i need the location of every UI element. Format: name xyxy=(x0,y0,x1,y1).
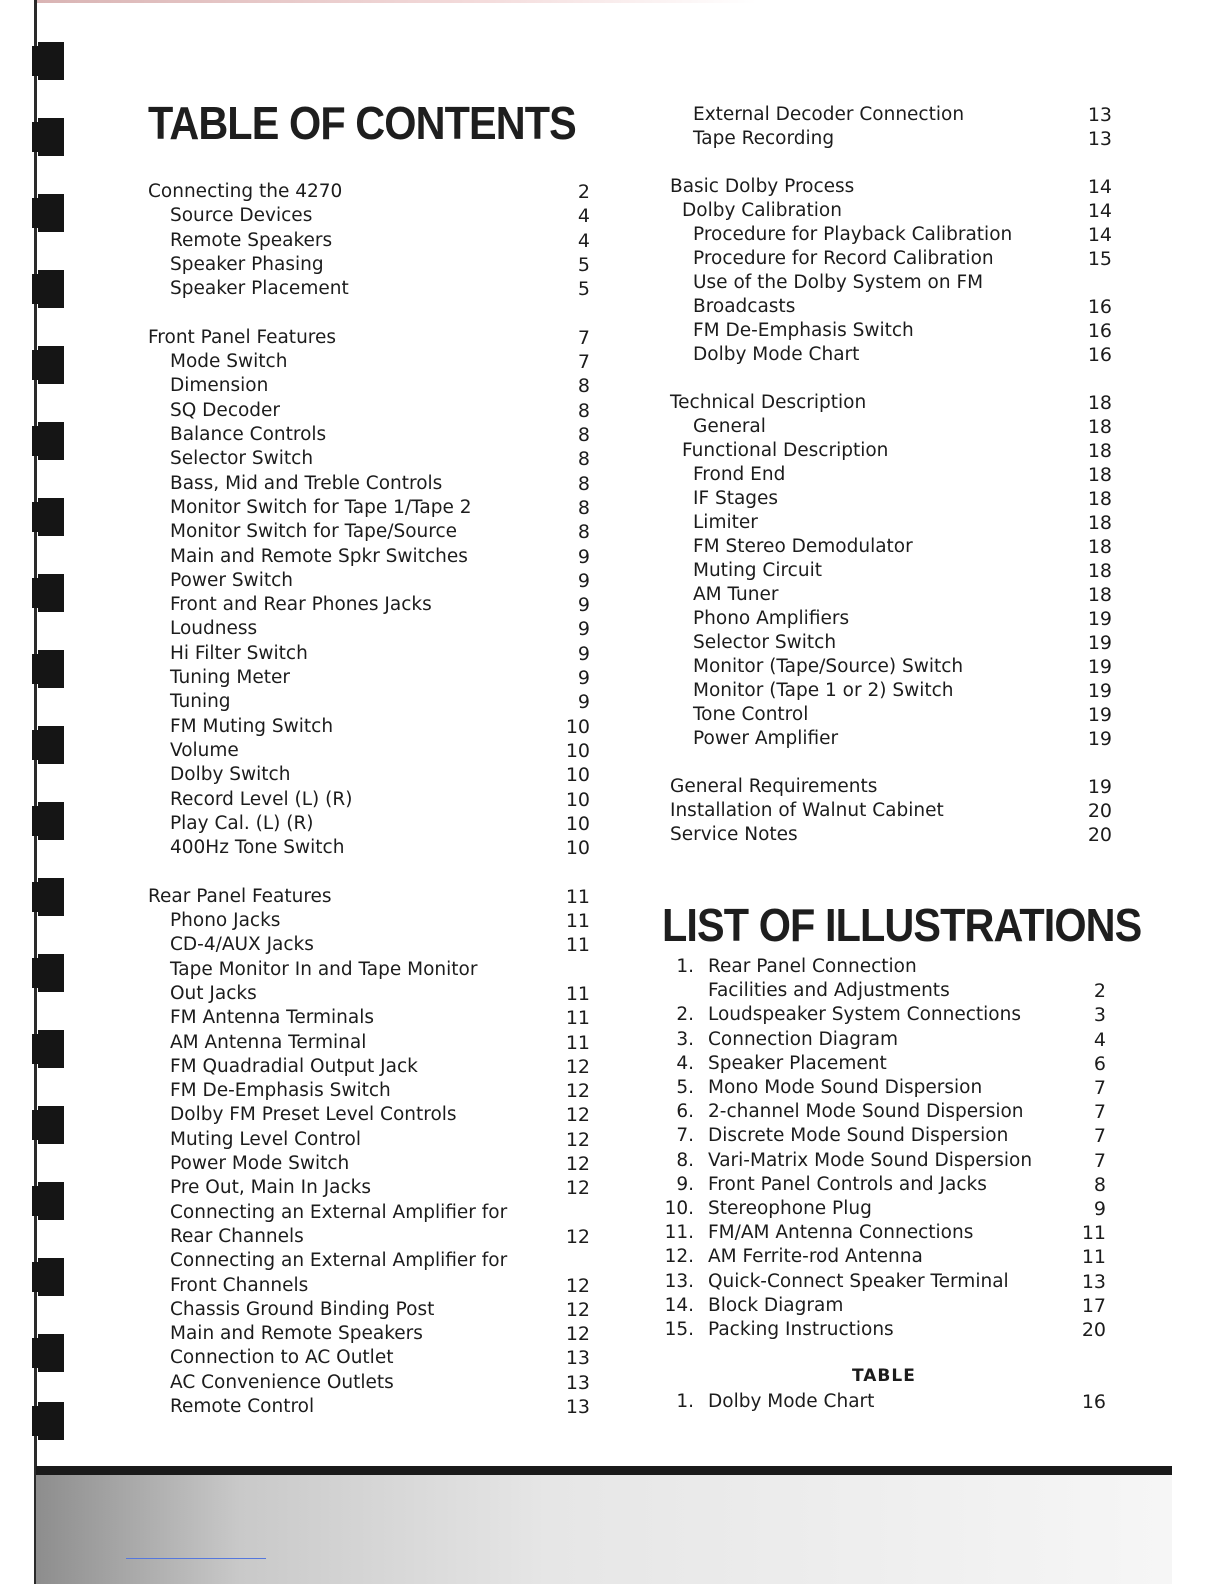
illustration-number: 4. xyxy=(676,1052,694,1074)
toc-entry-page: 2 xyxy=(577,181,590,203)
toc-entry-page: 12 xyxy=(565,1153,590,1175)
toc-entry-page: 13 xyxy=(1087,104,1112,126)
toc-entry-title: Play Cal. (L) (R) xyxy=(170,812,314,834)
toc-entry-title: Dolby Mode Chart xyxy=(693,344,860,365)
toc-entry-page: 10 xyxy=(565,739,590,762)
toc-entry-page: 15 xyxy=(1087,248,1112,270)
toc-entry-title: Out Jacks xyxy=(170,982,257,1004)
toc-entry-page: 8 xyxy=(577,448,590,471)
illustration-page: 6 xyxy=(1093,1052,1106,1075)
toc-entry-title: Tone Control xyxy=(693,704,809,725)
illustration-number: 9. xyxy=(676,1173,694,1195)
toc-entry-page: 10 xyxy=(565,837,590,860)
illustration-title: Vari-Matrix Mode Sound Dispersion xyxy=(708,1149,1033,1171)
illustration-page: 11 xyxy=(1081,1246,1106,1269)
toc-entry-page: 9 xyxy=(577,569,590,592)
toc-entry-title: Limiter xyxy=(693,512,758,533)
toc-entry-page: 19 xyxy=(1087,608,1112,630)
illustration-title: FM/AM Antenna Connections xyxy=(708,1222,974,1244)
toc-entry-page: 20 xyxy=(1087,824,1112,846)
binding-tab xyxy=(38,42,64,80)
illustration-title: Speaker Placement xyxy=(708,1052,887,1074)
toc-entry-title: Loudness xyxy=(170,618,258,640)
toc-entry-page: 18 xyxy=(1087,392,1112,414)
page-title: TABLE OF CONTENTS xyxy=(148,97,576,149)
toc-entry-page: 9 xyxy=(577,691,590,714)
toc-entry-page: 11 xyxy=(565,910,590,932)
illustration-number: 5. xyxy=(676,1077,694,1098)
illustration-title: Loudspeaker System Connections xyxy=(708,1004,1021,1026)
toc-entry-title: Use of the Dolby System on FM xyxy=(693,272,984,293)
illustration-number: 6. xyxy=(676,1101,694,1123)
toc-entry-title: Installation of Walnut Cabinet xyxy=(670,800,944,821)
illustration-title: Rear Panel Connection xyxy=(708,956,917,977)
toc-entry-title: Dolby FM Preset Level Controls xyxy=(170,1104,457,1126)
binding-tab xyxy=(38,118,64,156)
toc-entry-page: 20 xyxy=(1087,800,1112,822)
toc-entry-page: 4 xyxy=(577,229,590,252)
toc-entry-title: FM De-Emphasis Switch xyxy=(170,1080,391,1102)
toc-entry-page: 18 xyxy=(1087,464,1112,486)
illustration-page: 17 xyxy=(1081,1294,1106,1317)
toc-entry-title: Main and Remote Speakers xyxy=(170,1323,423,1345)
toc-entry-title: 400Hz Tone Switch xyxy=(170,837,345,859)
toc-entry-page: 12 xyxy=(565,1274,590,1297)
illustration-page: 3 xyxy=(1093,1004,1106,1027)
illustration-number: 13. xyxy=(664,1270,694,1292)
illustration-title: AM Ferrite-rod Antenna xyxy=(708,1246,923,1268)
toc-entry-page: 4 xyxy=(577,205,590,228)
binding-tab xyxy=(38,574,64,612)
table-title: Dolby Mode Chart xyxy=(708,1391,875,1412)
illustration-page: 8 xyxy=(1093,1173,1106,1196)
toc-entry-title: Muting Level Control xyxy=(170,1128,362,1150)
toc-entry-title: Monitor (Tape/Source) Switch xyxy=(693,656,964,677)
binding-tab xyxy=(38,726,64,764)
toc-entry-page: 14 xyxy=(1087,200,1112,222)
toc-entry-page: 12 xyxy=(565,1298,590,1321)
toc-entry-title: Selector Switch xyxy=(693,632,837,653)
toc-entry-page: 12 xyxy=(565,1177,590,1200)
illustration-title: Front Panel Controls and Jacks xyxy=(708,1173,987,1195)
toc-entry-title: Volume xyxy=(170,739,239,761)
bottom-edge-line xyxy=(126,1558,266,1559)
toc-entry-page: 8 xyxy=(577,496,590,519)
illustration-number: 15. xyxy=(664,1319,694,1340)
illustration-number: 10. xyxy=(664,1198,694,1219)
toc-entry-page: 12 xyxy=(565,1225,590,1248)
toc-entry-page: 5 xyxy=(577,253,590,276)
toc-entry-title: AM Tuner xyxy=(693,584,779,605)
illustration-page: 7 xyxy=(1093,1125,1106,1148)
table-heading: TABLE xyxy=(852,1366,916,1386)
toc-entry-title: SQ Decoder xyxy=(170,399,281,421)
toc-entry-page: 14 xyxy=(1087,224,1112,246)
toc-entry-title: Connecting the 4270 xyxy=(148,181,343,202)
toc-entry-page: 12 xyxy=(565,1104,590,1127)
toc-entry-title: Procedure for Record Calibration xyxy=(693,248,994,269)
toc-entry-title: FM Antenna Terminals xyxy=(170,1007,374,1029)
toc-entry-page: 8 xyxy=(577,424,590,446)
binding-tab xyxy=(38,1402,64,1440)
toc-entry-page: 12 xyxy=(565,1128,590,1151)
toc-entry-title: Functional Description xyxy=(682,440,889,461)
toc-entry-page: 18 xyxy=(1087,440,1112,462)
toc-entry-title: Phono Amplifiers xyxy=(693,608,850,629)
toc-entry-page: 19 xyxy=(1087,776,1112,798)
toc-entry-title: Speaker Phasing xyxy=(170,253,324,275)
binding-tab xyxy=(38,878,64,916)
toc-entry-title: FM De-Emphasis Switch xyxy=(693,320,914,341)
illustration-title: Mono Mode Sound Dispersion xyxy=(708,1077,983,1098)
illustration-page: 20 xyxy=(1081,1319,1106,1341)
toc-entry-title: Selector Switch xyxy=(170,448,314,470)
toc-entry-title: Connecting an External Amplifier for xyxy=(170,1250,508,1272)
toc-entry-page: 19 xyxy=(1087,704,1112,726)
toc-entry-title: CD-4/AUX Jacks xyxy=(170,934,314,956)
toc-entry-title: Monitor Switch for Tape 1/Tape 2 xyxy=(170,496,472,518)
illustration-title: Facilities and Adjustments xyxy=(708,980,950,1002)
toc-entry-page: 19 xyxy=(1087,680,1112,702)
toc-entry-title: AM Antenna Terminal xyxy=(170,1031,367,1053)
toc-entry-page: 18 xyxy=(1087,536,1112,558)
toc-entry-page: 12 xyxy=(565,1055,590,1078)
toc-entry-title: Front Channels xyxy=(170,1274,309,1296)
toc-entry-title: Front and Rear Phones Jacks xyxy=(170,594,432,616)
toc-entry-page: 19 xyxy=(1087,656,1112,678)
toc-entry-page: 7 xyxy=(577,326,590,349)
toc-entry-title: Power Amplifier xyxy=(693,728,839,749)
toc-entry-title: Bass, Mid and Treble Controls xyxy=(170,472,443,494)
toc-entry-page: 9 xyxy=(577,594,590,617)
illustration-title: Discrete Mode Sound Dispersion xyxy=(708,1125,1009,1147)
toc-entry-title: Main and Remote Spkr Switches xyxy=(170,545,468,567)
illustration-page: 7 xyxy=(1093,1077,1106,1099)
toc-entry-page: 18 xyxy=(1087,560,1112,582)
illustration-page: 11 xyxy=(1081,1222,1106,1245)
toc-entry-title: Connecting an External Amplifier for xyxy=(170,1201,508,1223)
toc-entry-title: Frond End xyxy=(693,464,786,485)
toc-entry-page: 9 xyxy=(577,545,590,568)
toc-entry-page: 10 xyxy=(565,788,590,811)
toc-entry-page: 9 xyxy=(577,642,590,665)
toc-entry-page: 8 xyxy=(577,472,590,495)
bottom-rule xyxy=(36,1466,1172,1475)
toc-entry-title: FM Quadradial Output Jack xyxy=(170,1055,418,1077)
toc-entry-page: 13 xyxy=(1087,128,1112,150)
toc-entry-title: FM Muting Switch xyxy=(170,715,334,737)
toc-entry-title: Dolby Calibration xyxy=(682,200,842,221)
toc-entry-title: Monitor Switch for Tape/Source xyxy=(170,521,458,543)
toc-entry-page: 16 xyxy=(1087,344,1112,366)
illustration-page: 2 xyxy=(1093,980,1106,1003)
toc-entry-title: Remote Speakers xyxy=(170,229,333,251)
toc-entry-page: 13 xyxy=(565,1347,590,1370)
illustration-title: Quick-Connect Speaker Terminal xyxy=(708,1270,1009,1292)
toc-entry-page: 19 xyxy=(1087,632,1112,654)
toc-entry-title: Chassis Ground Binding Post xyxy=(170,1298,435,1320)
toc-entry-page: 10 xyxy=(565,764,590,787)
toc-entry-title: Hi Filter Switch xyxy=(170,642,308,664)
toc-entry-title: Basic Dolby Process xyxy=(670,176,855,197)
illustration-page: 7 xyxy=(1093,1149,1106,1172)
toc-entry-title: Dimension xyxy=(170,375,269,397)
toc-entry-page: 9 xyxy=(577,667,590,689)
toc-entry-title: Technical Description xyxy=(670,392,867,413)
toc-entry-title: Phono Jacks xyxy=(170,910,281,931)
toc-entry-page: 10 xyxy=(565,715,590,738)
binding-tab xyxy=(38,802,64,840)
toc-entry-page: 11 xyxy=(565,982,590,1005)
illustration-number: 3. xyxy=(676,1028,694,1050)
illustration-page: 13 xyxy=(1081,1270,1106,1293)
toc-entry-title: Source Devices xyxy=(170,205,313,227)
toc-entry-page: 8 xyxy=(577,521,590,544)
binding-tab xyxy=(38,1106,64,1144)
binding-tab xyxy=(38,650,64,688)
toc-entry-page: 10 xyxy=(565,812,590,835)
toc-entry-page: 18 xyxy=(1087,584,1112,606)
toc-entry-title: Procedure for Playback Calibration xyxy=(693,224,1013,245)
illustration-title: Connection Diagram xyxy=(708,1028,898,1050)
toc-entry-title: Rear Panel Features xyxy=(148,885,332,907)
binding-tab xyxy=(38,194,64,232)
toc-entry-title: Power Mode Switch xyxy=(170,1153,350,1174)
illustration-title: Packing Instructions xyxy=(708,1319,894,1340)
illustration-title: Stereophone Plug xyxy=(708,1198,872,1219)
toc-entry-page: 8 xyxy=(577,399,590,422)
toc-entry-title: Dolby Switch xyxy=(170,764,291,786)
toc-entry-page: 18 xyxy=(1087,416,1112,438)
binding-tab xyxy=(38,1030,64,1068)
binding-tab xyxy=(38,346,64,384)
toc-entry-title: Broadcasts xyxy=(693,296,796,317)
binding-tab xyxy=(38,498,64,536)
toc-entry-page: 7 xyxy=(577,351,590,374)
toc-entry-title: Tuning xyxy=(170,691,231,713)
illustrations-title: LIST OF ILLUSTRATIONS xyxy=(662,899,1142,951)
illustration-number: 12. xyxy=(664,1246,694,1268)
illustration-title: Block Diagram xyxy=(708,1294,844,1316)
toc-entry-title: Remote Control xyxy=(170,1396,315,1417)
toc-entry-page: 9 xyxy=(577,618,590,641)
illustration-number: 8. xyxy=(676,1149,694,1171)
toc-entry-page: 19 xyxy=(1087,728,1112,750)
toc-entry-title: Tape Recording xyxy=(693,128,835,149)
toc-entry-page: 11 xyxy=(565,934,590,957)
toc-entry-title: Connection to AC Outlet xyxy=(170,1347,394,1369)
toc-entry-page: 13 xyxy=(565,1396,590,1418)
toc-entry-title: FM Stereo Demodulator xyxy=(693,536,913,557)
toc-entry-title: Monitor (Tape 1 or 2) Switch xyxy=(693,680,954,701)
illustration-number: 11. xyxy=(664,1222,694,1244)
toc-entry-title: Tuning Meter xyxy=(170,667,291,688)
toc-entry-title: Muting Circuit xyxy=(693,560,822,581)
illustration-number: 1. xyxy=(676,956,694,977)
toc-entry-page: 8 xyxy=(577,375,590,398)
toc-entry-page: 13 xyxy=(565,1371,590,1394)
toc-entry-page: 12 xyxy=(565,1323,590,1346)
toc-entry-page: 14 xyxy=(1087,176,1112,198)
illustration-number: 14. xyxy=(664,1294,694,1316)
page-top-edge xyxy=(37,0,757,3)
table-page: 16 xyxy=(1081,1391,1106,1413)
binding-tab xyxy=(38,422,64,460)
illustration-page: 4 xyxy=(1093,1028,1106,1051)
toc-entry-page: 5 xyxy=(577,278,590,301)
binding-tab xyxy=(38,1182,64,1220)
toc-entry-title: Service Notes xyxy=(670,824,798,845)
toc-entry-title: Speaker Placement xyxy=(170,278,349,300)
toc-entry-title: General xyxy=(693,416,766,437)
binding-tab xyxy=(38,954,64,992)
toc-entry-title: Tape Monitor In and Tape Monitor xyxy=(170,958,478,980)
binding-tab xyxy=(38,1334,64,1372)
toc-entry-title: Rear Channels xyxy=(170,1225,304,1247)
binding-tab xyxy=(38,1258,64,1296)
toc-entry-title: Balance Controls xyxy=(170,424,327,445)
table-number: 1. xyxy=(676,1391,694,1412)
illustration-page: 9 xyxy=(1093,1198,1106,1220)
toc-entry-title: Power Switch xyxy=(170,569,293,591)
toc-entry-title: AC Convenience Outlets xyxy=(170,1371,394,1393)
toc-entry-page: 18 xyxy=(1087,512,1112,534)
toc-entry-page: 16 xyxy=(1087,320,1112,342)
toc-entry-page: 12 xyxy=(565,1080,590,1103)
toc-entry-title: IF Stages xyxy=(693,488,779,509)
toc-entry-page: 16 xyxy=(1087,296,1112,318)
bottom-shadow-band xyxy=(36,1475,1172,1584)
illustration-number: 7. xyxy=(676,1125,694,1147)
illustration-number: 2. xyxy=(676,1004,694,1026)
toc-entry-title: External Decoder Connection xyxy=(693,104,965,125)
toc-entry-title: Front Panel Features xyxy=(148,326,337,348)
toc-entry-title: Mode Switch xyxy=(170,351,288,373)
toc-entry-title: Pre Out, Main In Jacks xyxy=(170,1177,372,1199)
toc-entry-page: 11 xyxy=(565,1007,590,1030)
toc-entry-page: 11 xyxy=(565,885,590,908)
illustration-page: 7 xyxy=(1093,1101,1106,1124)
illustration-title: 2-channel Mode Sound Dispersion xyxy=(708,1101,1024,1123)
toc-entry-page: 11 xyxy=(565,1031,590,1054)
binding-tab xyxy=(38,270,64,308)
toc-entry-title: General Requirements xyxy=(670,776,878,797)
toc-entry-page: 18 xyxy=(1087,488,1112,510)
toc-entry-title: Record Level (L) (R) xyxy=(170,788,353,810)
